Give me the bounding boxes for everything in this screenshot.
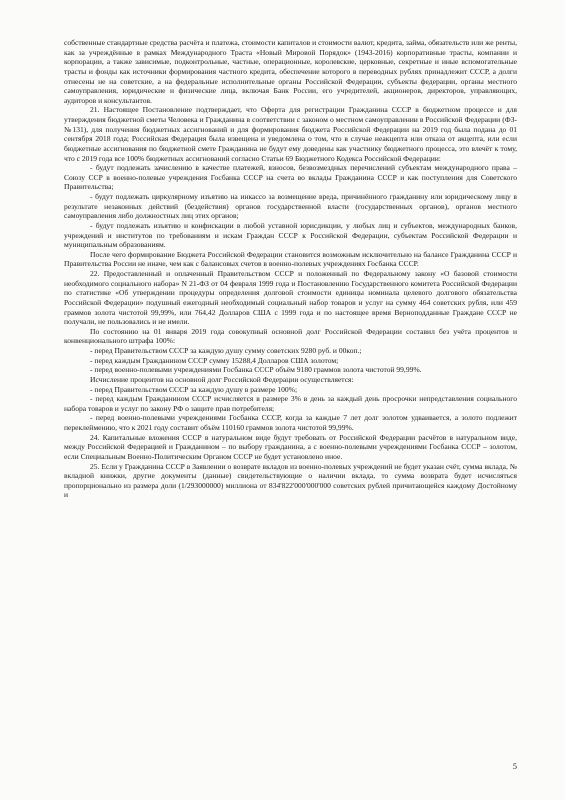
paragraph: - будут подлежать циркулярному изъятию на инкассо за возмещение вреда, причинённого гражданину или юридическому лицу в результате незаконных действий (бездействия) органов государственной власти (государственных органов), органов местного самоуправления либо должностных лиц этих органов; [64,192,517,221]
paragraph: - перед военно-полевыми учреждениями Госбанка СССР, когда за каждые 7 лет долг золотом удваивается, а золото подлежит переклеймению, что к 2021 году составит объём 110160 граммов золота чистотой 99,99%. [64,413,517,432]
paragraph: По состоянию на 01 января 2019 года совокупный основной долг Российской Федерации составил без учёта процентов и конвенционального штрафа 100%: [64,326,517,346]
paragraph: - будут подлежать зачислению в качестве платежей, взносов, безвозмездных перечислений субъектам международного права – Союзу ССР в военно-полевые учреждения Госбанка СССР на счета во вклады Гражданина СССР и как поступления для Советского Правительства; [64,163,517,192]
paragraph: собственные стандартные средства расчёта и платежа, стоимости капиталов и стоимости валют, кредита, займа, обязательств или же ренты, как за учреждённые в рамках Международного Траста «Новый Мировой Порядок» (1943-2016) корпоративные трасты, компании и корпорации, а также зависимые, подконтрольные, частные, операционные, королевские, церковные, секретные и иные вспомогательные трасты и фонды как источники формирования частного кредита, обеспечение которого в переводных рублях принадлежит СССР, а долги отнесены не на советские, а на федеральные исполнительные органы Российской Федерации, субъекты федерации, органы местного самоуправления, юридические и физические лица, включая Банк России, его учредителей, акционеров, директоров, управляющих, аудиторов и консультантов. [64,38,517,105]
paragraph: После чего формирование Бюджета Российской Федерации становится возможным исключительно на балансе Гражданина СССР и Правительства России не иначе, чем как с балансовых счетов в военно-полевых учреждениях Госбанка СССР. [64,249,517,269]
paragraph: - перед военно-полевыми учреждениями Госбанка СССР объём 9180 граммов золота чистотой 99,99%. [90,365,422,375]
paragraph: - перед каждым Гражданином СССР сумму 15288,4 Долларов США золотом; [90,355,339,365]
paragraph: Исчисление процентов на основной долг Российской Федерации осуществляется: [90,374,354,384]
paragraph: - перед Правительством СССР за каждую душу сумму советских 9280 руб. и 00коп.; [90,346,362,355]
paragraph: 25. Если у Гражданина СССР в Заявлении о возврате вкладов из военно-полевых учреждений не будет указан счёт, сумма вклада, № вкладной книжки, другие документы (данные) свидетельствующие о наличии вклада, то сумма возврата будет исчисляться пропорционально из размера доли (1/293000000) миллиона от 834'822'000'000'000 советских рублей причитающейся каждому Достойному и [64,461,517,500]
paragraph: - перед каждым Гражданином СССР исчисляется в размере 3% в день за каждый день просрочки непредставления социального набора товаров и услуг по закону РФ о защите прав потребителя; [64,394,517,413]
paragraph: - перед Правительством СССР за каждую душу в размере 100%; [90,384,298,394]
paragraph: - будут подлежать изъятию и конфискации в любой уставной юрисдикции, у любых лиц и субъектов, международных банков, учреждений и институтов по требованиям и искам Граждан СССР к Российской Федерации, субъектам Российской Федерации и муниципальным образованиям. [64,220,517,250]
document-body [64,38,517,500]
paragraph: 24. Капитальные вложения СССР в натуральном виде будут требовать от Российской Федерации расчётов в натуральном виде, между Российской Федерацией и Гражданином – по выбору гражданина, а с военно-полевыми учреждениями Госбанка СССР – золотом, если Специальным Военно-Политическим Органом СССР не будет установлено иное. [64,432,517,461]
page-number: 5 [512,761,517,772]
paragraph: 22. Предоставленный и оплаченный Правительством СССР и положенный по Федеральному закону «О базовой стоимости необходимого социального набора» N 21-ФЗ от 04 февраля 1999 года и Постановлению Государственного комитета Российской Федерации по статистике «Об утверждении процедуры определения долговой стоимости единицы номинала целевого долгового обязательства Российской Федерации» подушный ежегодный необходимый социальный набор товаров и услуг на сумму 464 советских рубля, или 459 граммов золота чистотой 99,99%, или 764,42 Долларов США с 1999 года и по настоящее время Верноподданные Граждане СССР не получали, не пользовались и не имели. [64,269,517,327]
paragraph: 21. Настоящее Постановление подтверждает, что Оферта для регистрации Гражданина СССР в бюджетном процессе и для утверждения бюджетной сметы Человека и Гражданина в соответствии с законом о местном самоуправлении в Российской Федерации (ФЗ-№131), для получения бюджетных ассигнований и для формирования бюджета Российской Федерации на 2019 год была подана до 01 сентября 2018 года; Российская Федерация была извещена и уведомлена о том, что в случае неакцепта или отказа от акцепта, или если бюджетные ассигнования по бюджетной смете Гражданина не будут ему доведены как участнику бюджетного процесса, это влечёт к тому, что с 2019 года все 100% бюджетных ассигнований согласно Статьи 69 Бюджетного Кодекса Российской Федерации: [64,105,517,163]
